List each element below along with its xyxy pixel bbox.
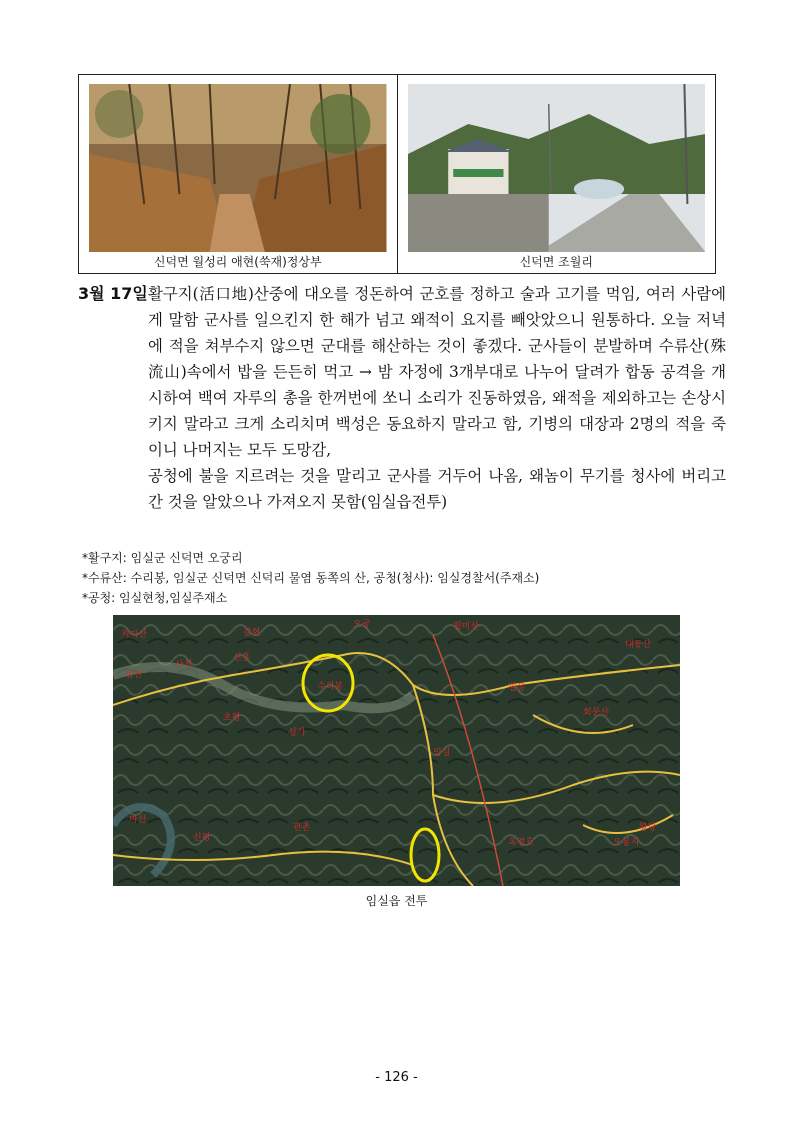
map-label: 필봉 <box>508 683 526 693</box>
map-label: 오궁 <box>353 620 371 630</box>
map-label: 회문산 <box>583 708 610 718</box>
map-label: 대동산 <box>625 640 652 650</box>
map-label: 임실 <box>433 748 451 758</box>
map-label: 신흥 <box>233 653 251 663</box>
map-label: 삼산 <box>125 670 143 680</box>
map-label: 지마산 <box>121 630 148 640</box>
satellite-map <box>113 615 680 886</box>
map-label: 관촌 <box>293 823 311 833</box>
entry-date: 3월 17일 <box>78 284 148 303</box>
map-label: 월미산 <box>453 622 480 632</box>
map-label: 신평 <box>193 833 211 843</box>
entry-paragraph: 활구지(活口地)산중에 대오를 정돈하여 군호를 정하고 술과 고기를 먹임, 여러 사람에게 말함 군사를 일으킨지 한 해가 넘고 왜적이 요지를 빼앗았으니 원통하다. 오늘 저녁에 적을 쳐부수지 않으면 군대를 해산하는 것이 좋겠다. 군사들이 분발하며 수류산(殊流山)속에서 밥을 든든히 먹고 → 밤 자정에 3개부대로 나누어 달려가 합동 공격을 개시하여 백여 자루의 총을 한꺼번에 쏘니 소리가 진동하였음, 왜적을 제외하고는 손상시키지 말라고 크게 소리치며 백성은 동요하지 말라고 함, 기병의 대장과 2명의 적을 죽이니 나머지는 모두 도망감, <box>148 285 726 459</box>
footnote: *수류산: 수리봉, 임실군 신덕면 신덕리 물염 동쪽의 산, 공청(청사): 임실경찰서(주재소) <box>82 571 540 585</box>
map-label: 초평 <box>223 713 241 723</box>
photo-caption-2: 신덕면 조월리 <box>519 255 593 269</box>
footnote: *공청: 임실현청,임실주재소 <box>82 591 228 605</box>
map-caption: 임실읍 전투 <box>365 894 428 908</box>
map-label: 오봉지 <box>613 838 640 848</box>
map-label: 성가 <box>288 728 306 738</box>
page-number: - 126 - <box>375 1070 418 1085</box>
map-label: 수리봉 <box>317 682 344 692</box>
map-label: 옥정호 <box>508 838 535 848</box>
map-label: 사천 <box>175 660 193 670</box>
entry-body <box>148 281 726 515</box>
entry-paragraph: 공청에 불을 지르려는 것을 말리고 군사를 거두어 나옴, 왜놈이 무기를 청사에 버리고 간 것을 알았으나 가져오지 못함(임실읍전투) <box>148 467 726 511</box>
footnotes <box>82 548 539 608</box>
photo-caption-1: 신덕면 월성리 애현(쑥재)정상부 <box>153 255 322 269</box>
photo-cell-2 <box>398 75 716 273</box>
forest-trail-photo <box>89 84 387 252</box>
map-label: 갈현 <box>243 628 261 638</box>
map-label: 왕방 <box>639 823 657 833</box>
photo-table <box>78 74 716 274</box>
village-road-photo <box>408 84 706 252</box>
footnote: *활구지: 임실군 신덕면 오궁리 <box>82 551 243 565</box>
map-svg <box>113 615 680 886</box>
photo-cell-1 <box>79 75 398 273</box>
map-label: 마산 <box>129 815 147 825</box>
